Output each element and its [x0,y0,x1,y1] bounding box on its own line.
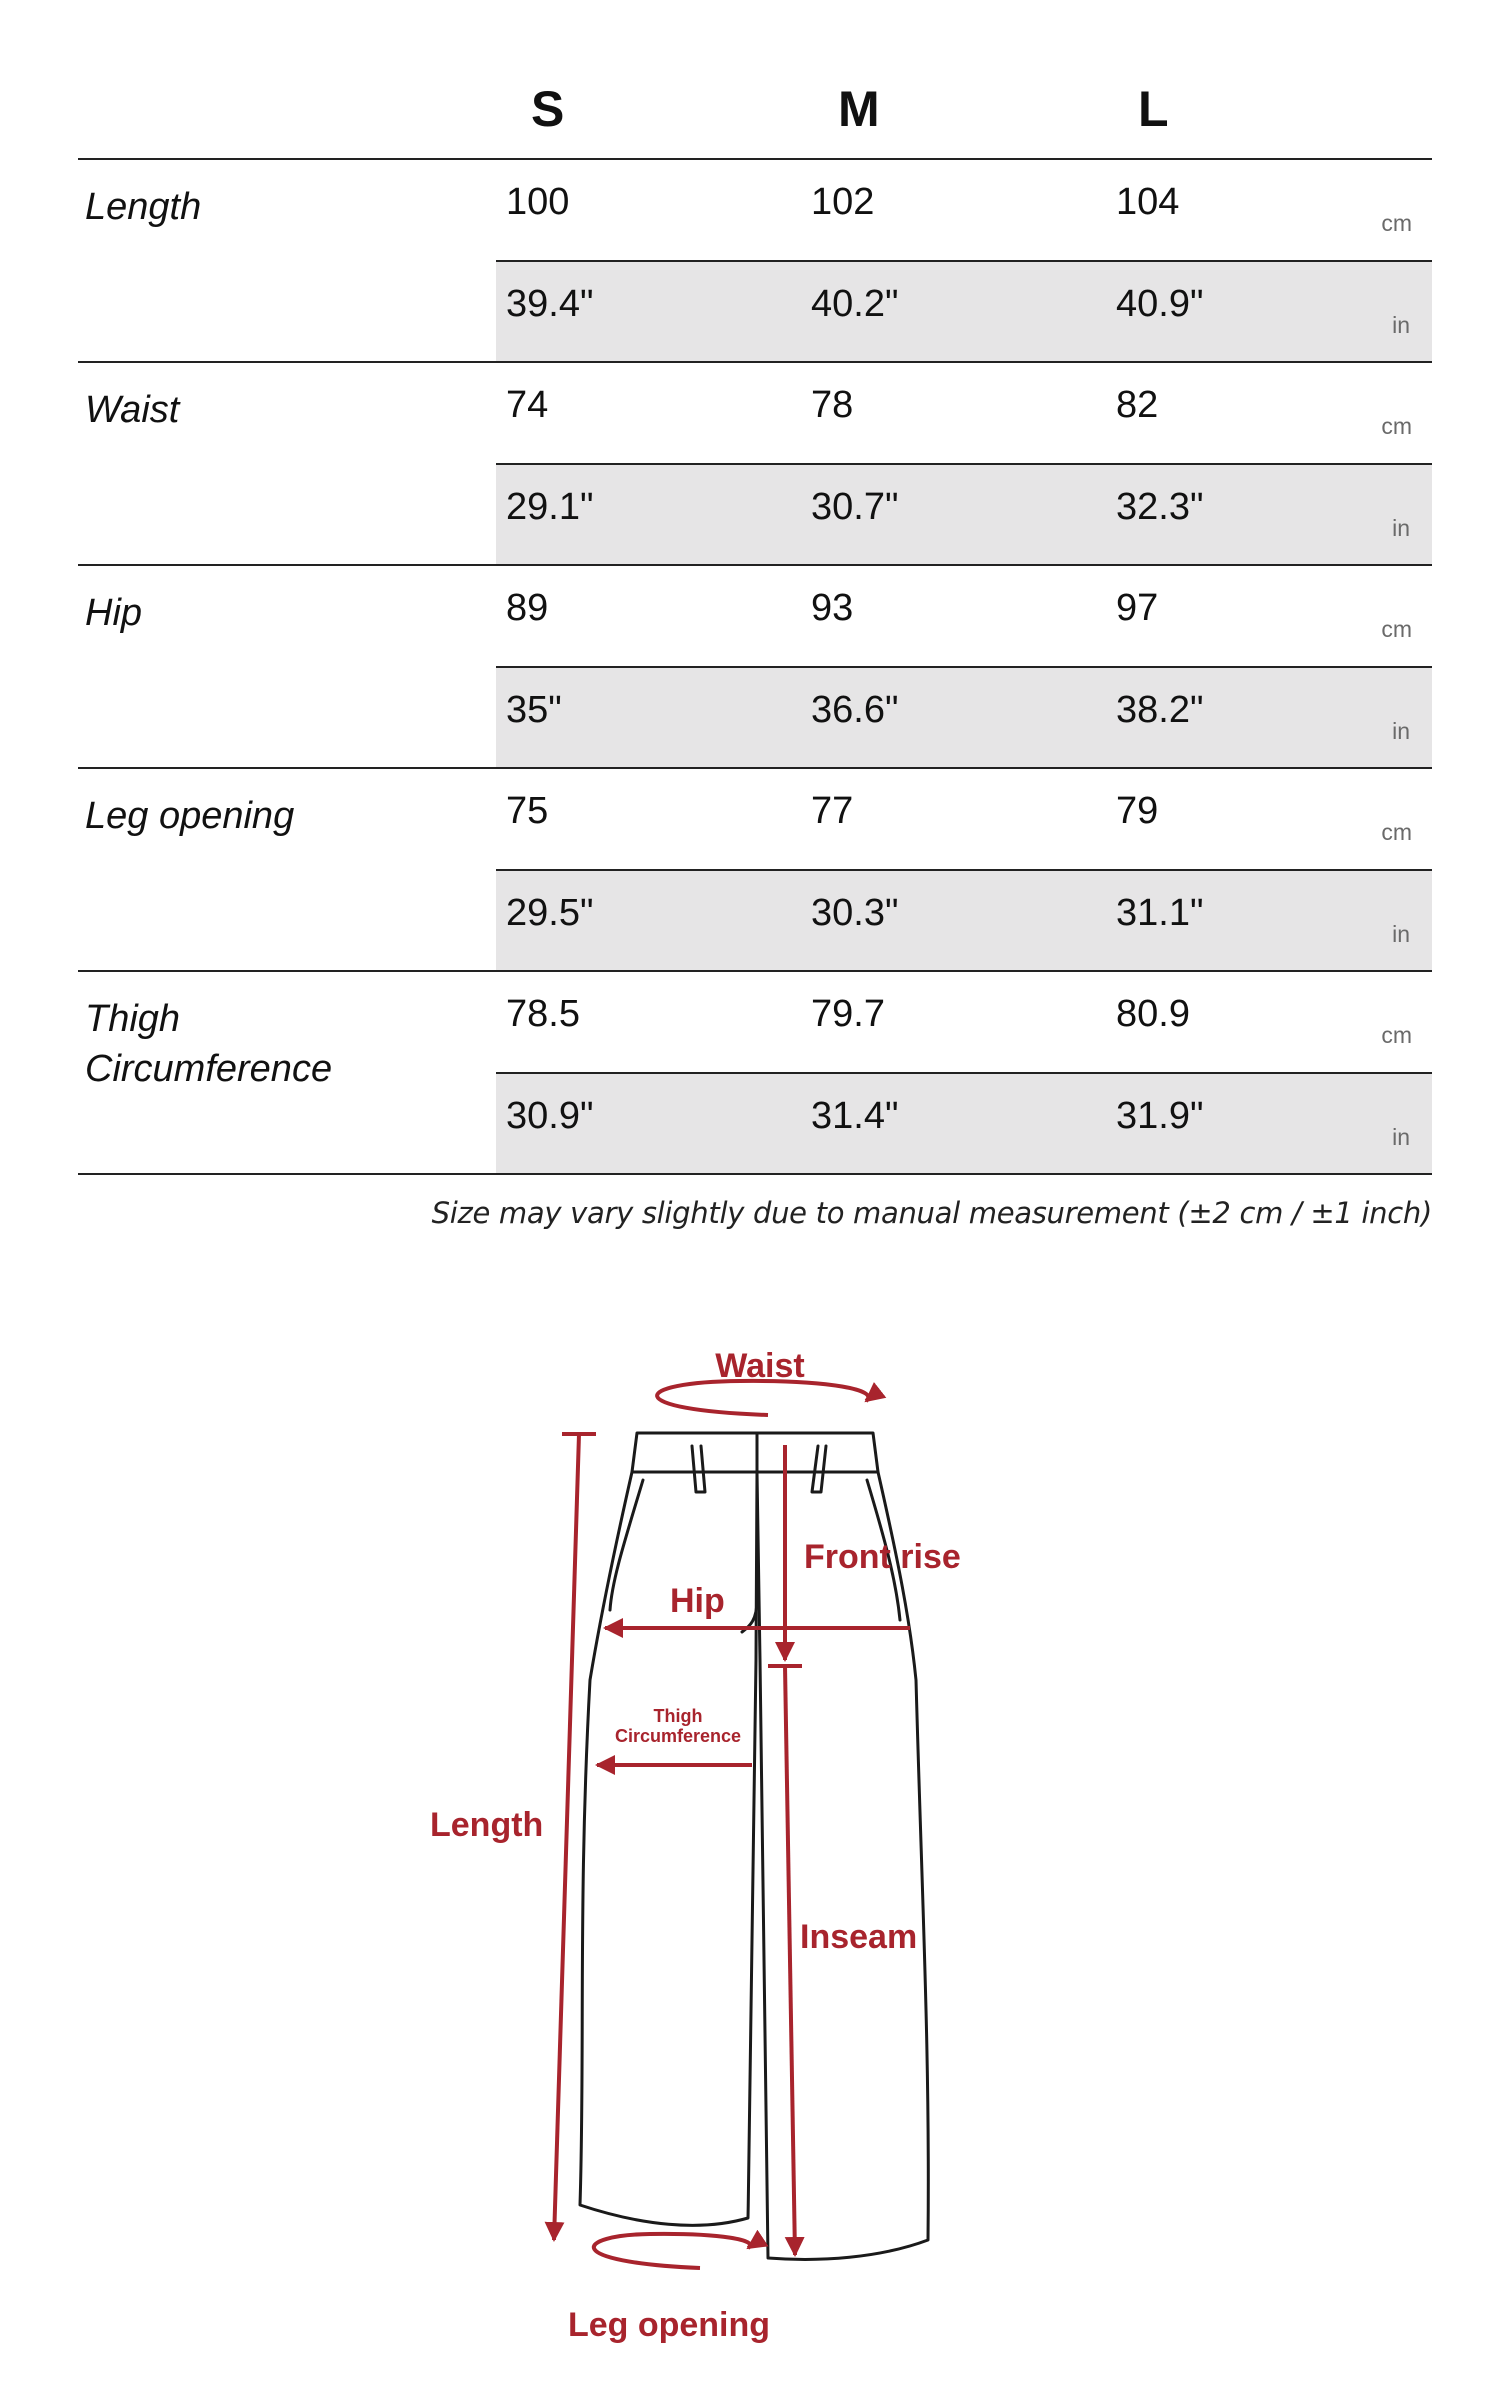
measurement-group-waist [78,363,1432,566]
in-value: 29.5" [506,892,594,934]
size-header-l: L [1138,81,1169,137]
cm-value: 77 [811,790,854,832]
in-value: 30.7" [811,486,899,528]
unit-cm: cm [1381,413,1412,439]
waistband [632,1433,878,1472]
in-value: 30.3" [811,892,899,934]
measurement-label: Hip [85,592,143,634]
measurement-group-hip [78,566,1432,769]
left-leg-outline [580,1472,757,2225]
size-header-s: S [531,81,565,137]
in-row [496,465,1432,566]
unit-in: in [1392,1124,1410,1150]
in-value: 39.4" [506,283,594,325]
cm-value: 82 [1116,384,1159,426]
in-value: 30.9" [506,1095,594,1137]
unit-in: in [1392,718,1410,744]
measurement-label [85,994,465,1094]
measurement-group-length [78,160,1432,363]
diagram-labels [430,1347,961,2344]
in-value: 38.2" [1116,689,1204,731]
measurement-label: Length [85,186,202,228]
pants-measurement-diagram [0,1300,1500,2400]
cm-value: 97 [1116,587,1159,629]
cm-row [496,769,1432,870]
unit-cm: cm [1381,819,1412,845]
unit-in: in [1392,921,1410,947]
cm-value: 75 [506,790,549,832]
measurement-arrows [554,1381,910,2268]
size-table [78,0,1432,1150]
cm-value: 80.9 [1116,993,1190,1035]
in-value: 40.2" [811,283,899,325]
leg-opening-arrow [594,2234,750,2268]
cm-value: 78.5 [506,993,580,1035]
inseam-arrow [785,1666,795,2255]
cm-value: 100 [506,181,570,223]
cm-value: 79.7 [811,993,885,1035]
in-row [496,668,1432,769]
unit-cm: cm [1381,616,1412,642]
unit-cm: cm [1381,1022,1412,1048]
label-hip: Hip [670,1582,725,1620]
measurement-label-line: Thigh [85,998,181,1040]
cm-value: 78 [811,384,854,426]
in-row [496,871,1432,972]
size-header-row [78,0,1432,158]
in-value: 29.1" [506,486,594,528]
label-waist: Waist [715,1347,805,1385]
unit-in: in [1392,312,1410,338]
right-leg-outline [757,1472,928,2259]
cm-value: 89 [506,587,549,629]
cm-value: 104 [1116,181,1180,223]
label-length: Length [430,1806,544,1844]
measurement-footnote: Size may vary slightly due to manual measurement (±2 cm / ±1 inch) [431,1196,1432,1230]
cm-value: 93 [811,587,854,629]
measurement-label-line: Circumference [85,1048,333,1090]
label-thigh-line1: Thigh [653,1706,703,1726]
cm-row [496,566,1432,667]
cm-row [496,363,1432,464]
measurement-group-thigh-circumference [78,972,1432,1175]
cm-value: 79 [1116,790,1159,832]
table-rule [78,1173,1432,1175]
waist-arrow [657,1381,868,1415]
cm-value: 102 [811,181,875,223]
in-value: 36.6" [811,689,899,731]
size-header-m: M [838,81,880,137]
in-value: 35" [506,689,562,731]
unit-cm: cm [1381,210,1412,236]
in-row [496,1074,1432,1175]
in-value: 32.3" [1116,486,1204,528]
label-thigh-line2: Circumference [614,1726,742,1746]
cm-value: 74 [506,384,549,426]
measurement-label: Waist [85,389,180,431]
label-front-rise: Front rise [804,1538,961,1576]
in-row [496,262,1432,363]
in-value: 31.4" [811,1095,899,1137]
cm-row [496,972,1432,1073]
in-value: 31.1" [1116,892,1204,934]
measurement-label: Leg opening [85,795,295,837]
cm-row [496,160,1432,261]
measurement-group-leg-opening [78,769,1432,972]
unit-in: in [1392,515,1410,541]
in-value: 40.9" [1116,283,1204,325]
label-leg-opening: Leg opening [567,2306,771,2344]
label-inseam: Inseam [800,1918,918,1956]
in-value: 31.9" [1116,1095,1204,1137]
length-arrow [554,1434,579,2240]
